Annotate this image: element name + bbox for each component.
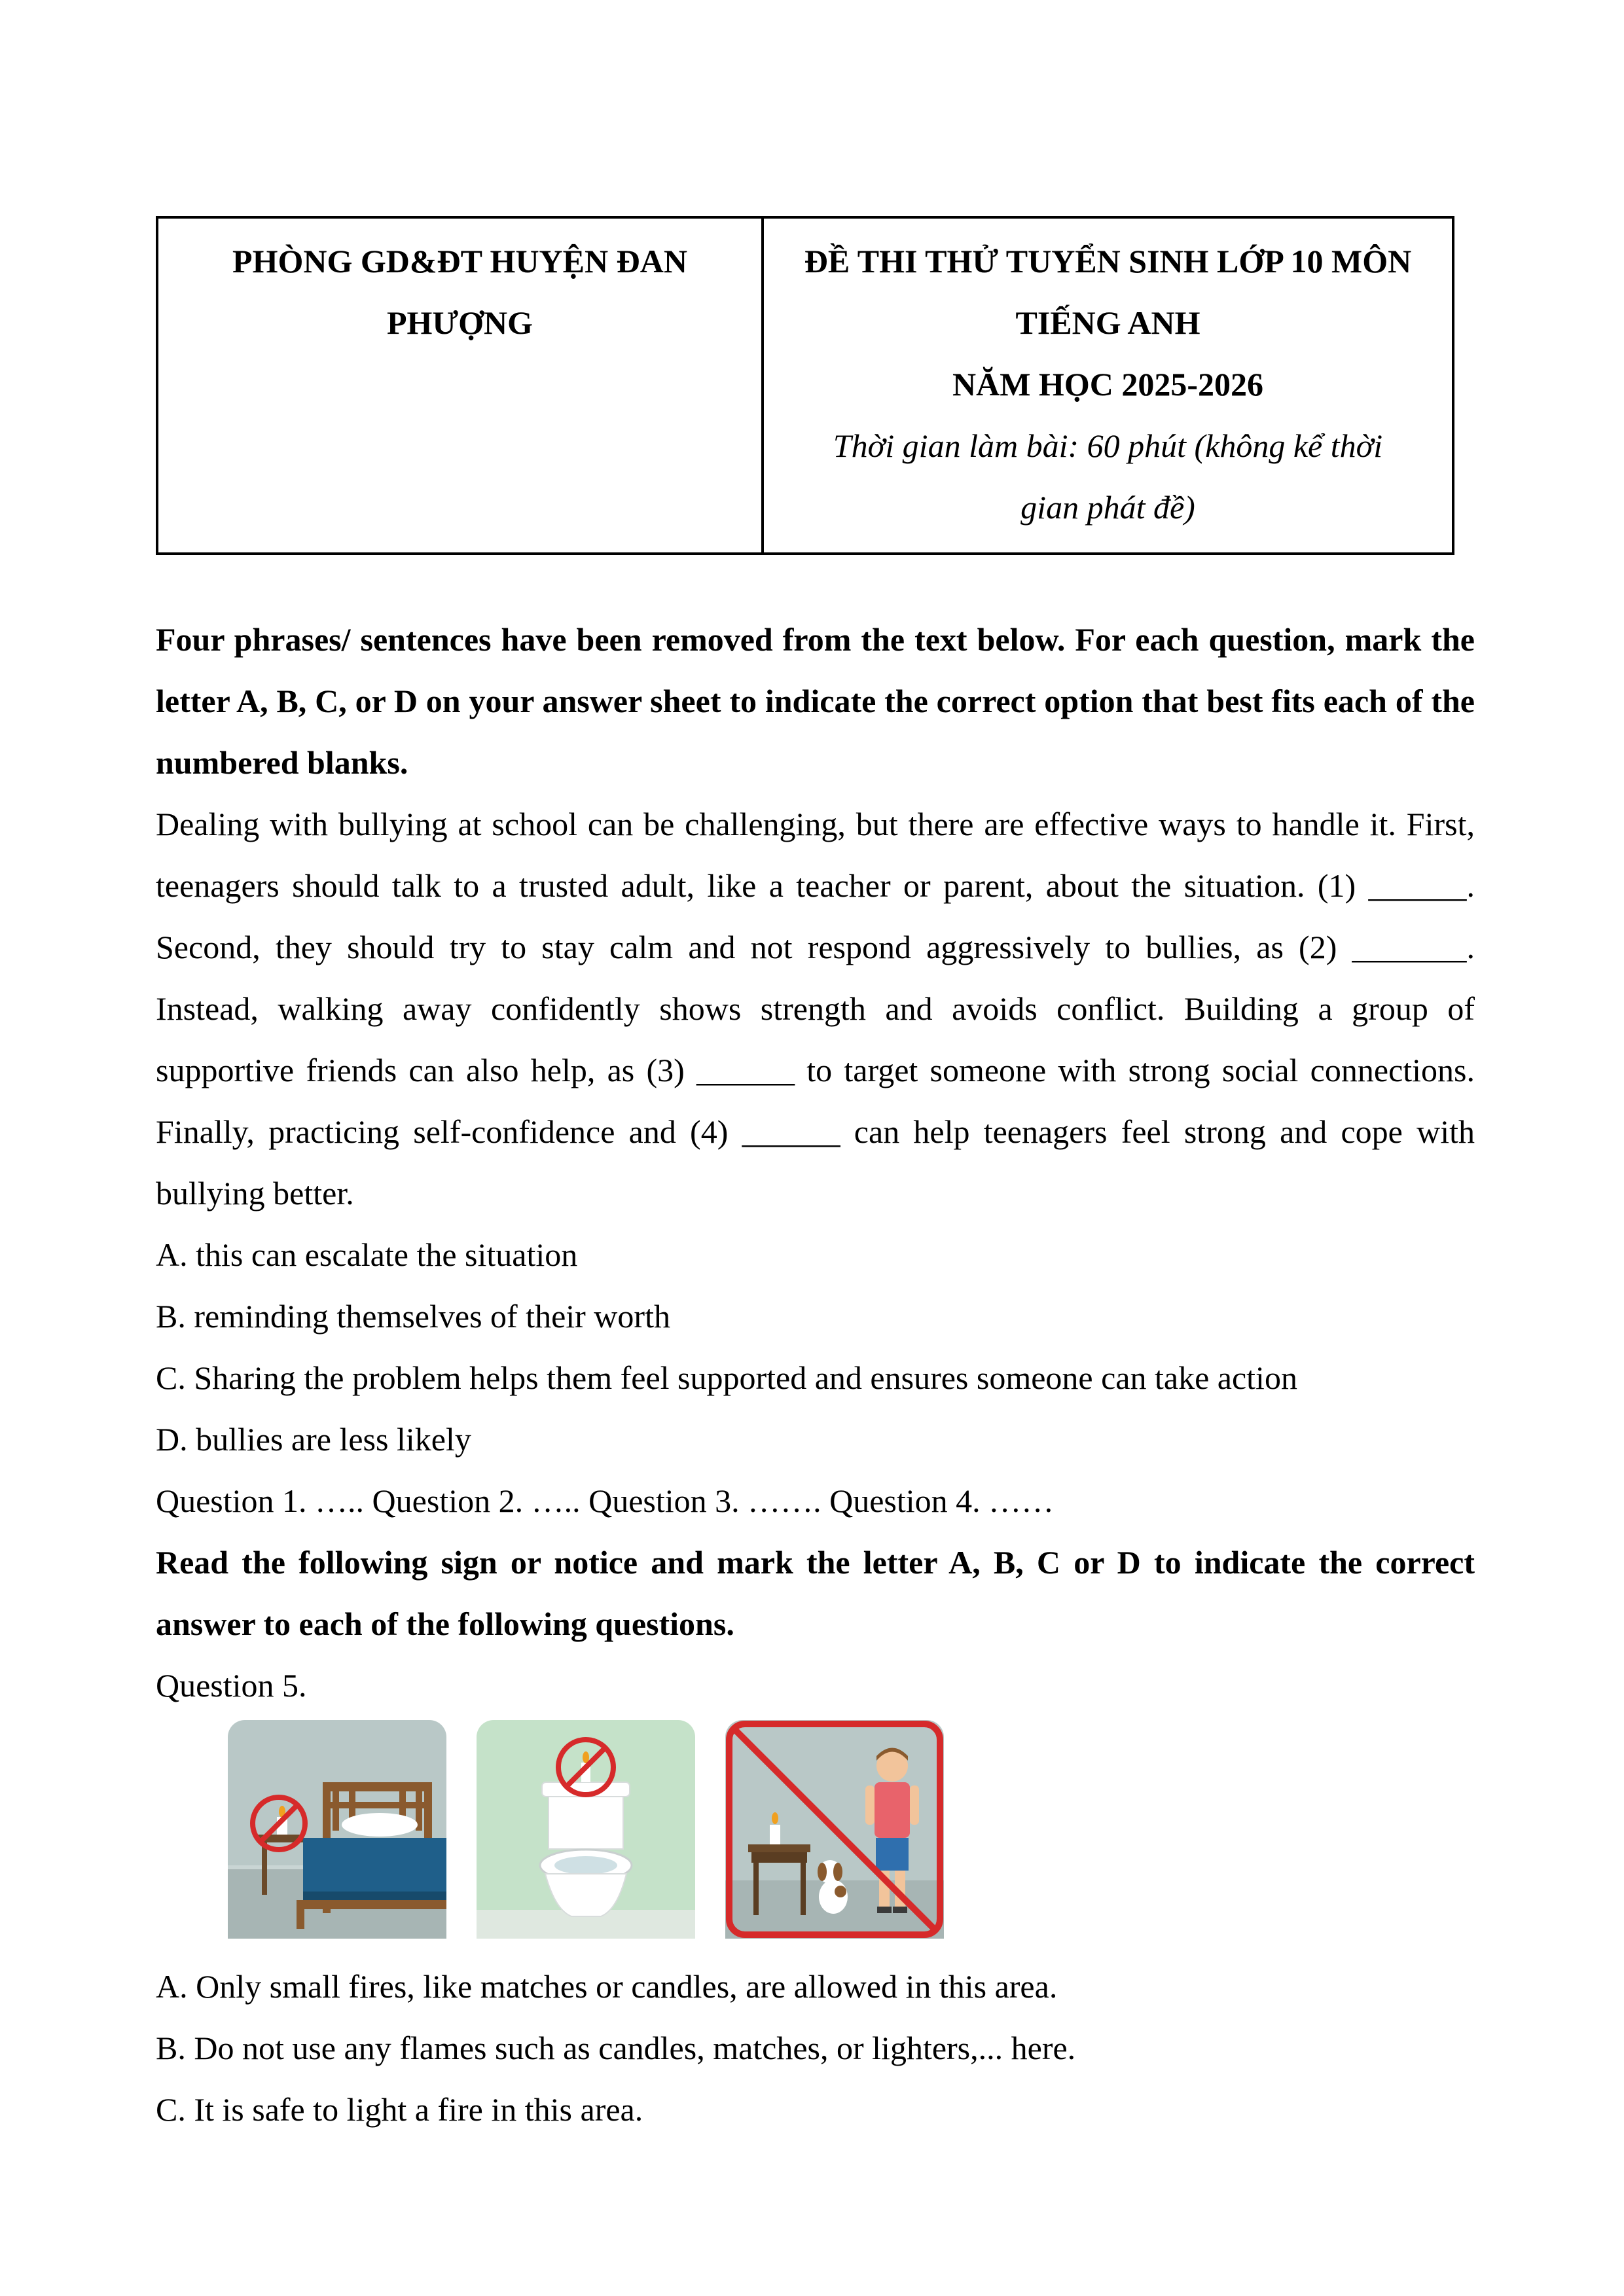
exam-title-line1: ĐỀ THI THỬ TUYỂN SINH LỚP 10 MÔN xyxy=(804,243,1412,279)
question-5-signs xyxy=(156,1720,1475,1949)
bedroom-no-candle-icon xyxy=(228,1720,446,1939)
header-left-cell xyxy=(158,219,764,552)
option-b: B. reminding themselves of their worth xyxy=(156,1298,670,1335)
school-name-line2: PHƯỢNG xyxy=(386,304,533,341)
school-name-line1: PHÒNG GD&ĐT HUYỆN ĐAN xyxy=(232,243,687,279)
option-a: A. this can escalate the situation xyxy=(156,1236,578,1273)
answer-line: Question 1. ….. Question 2. ….. Question 3. ……. Question 4. …… xyxy=(156,1482,1055,1519)
q5-option-c: C. It is safe to light a fire in this area. xyxy=(156,2091,643,2128)
time-limit-line2: gian phát đề) xyxy=(1020,489,1195,526)
q5-option-b: B. Do not use any flames such as candles, matches, or lighters,... here. xyxy=(156,2030,1076,2066)
section2-instruction: Read the following sign or notice and mark the letter A, B, C or D to indicate the correct answer to each of the following questions. xyxy=(156,1544,1475,1642)
room-no-candle-icon xyxy=(725,1720,944,1939)
question-5-label: Question 5. xyxy=(156,1667,307,1704)
q5-option-a: A. Only small fires, like matches or candles, are allowed in this area. xyxy=(156,1968,1058,2005)
option-d: D. bullies are less likely xyxy=(156,1421,471,1458)
time-limit-line1: Thời gian làm bài: 60 phút (không kể thời xyxy=(833,427,1383,464)
header-table xyxy=(156,216,1454,555)
section1-instruction: Four phrases/ sentences have been removed from the text below. For each question, mark the letter A, B, C, or D on your answer sheet to indicate the correct option that best fits each of the numbered blanks. xyxy=(156,621,1475,781)
passage: Dealing with bullying at school can be challenging, but there are effective ways to handle it. First, teenagers should talk to a trusted adult, like a teacher or parent, about the situation. (1) ______. Second, they should try to stay calm and not respond aggressively to bullies, as (2) _______. Instead, walking away confidently shows strength and avoids conflict. Building a group of supportive friends can also help, as (3) ______ to target someone with strong social connections. Finally, practicing self-confidence and (4) ______ can help teenagers feel strong and cope with bullying better. xyxy=(156,806,1475,1211)
exam-title-line2: TIẾNG ANH xyxy=(1015,304,1200,341)
exam-content xyxy=(156,609,1475,2140)
bathroom-no-candle-icon xyxy=(477,1720,695,1939)
school-year: NĂM HỌC 2025-2026 xyxy=(952,366,1263,403)
header-right-cell xyxy=(764,219,1452,552)
option-c: C. Sharing the problem helps them feel supported and ensures someone can take action xyxy=(156,1359,1297,1396)
